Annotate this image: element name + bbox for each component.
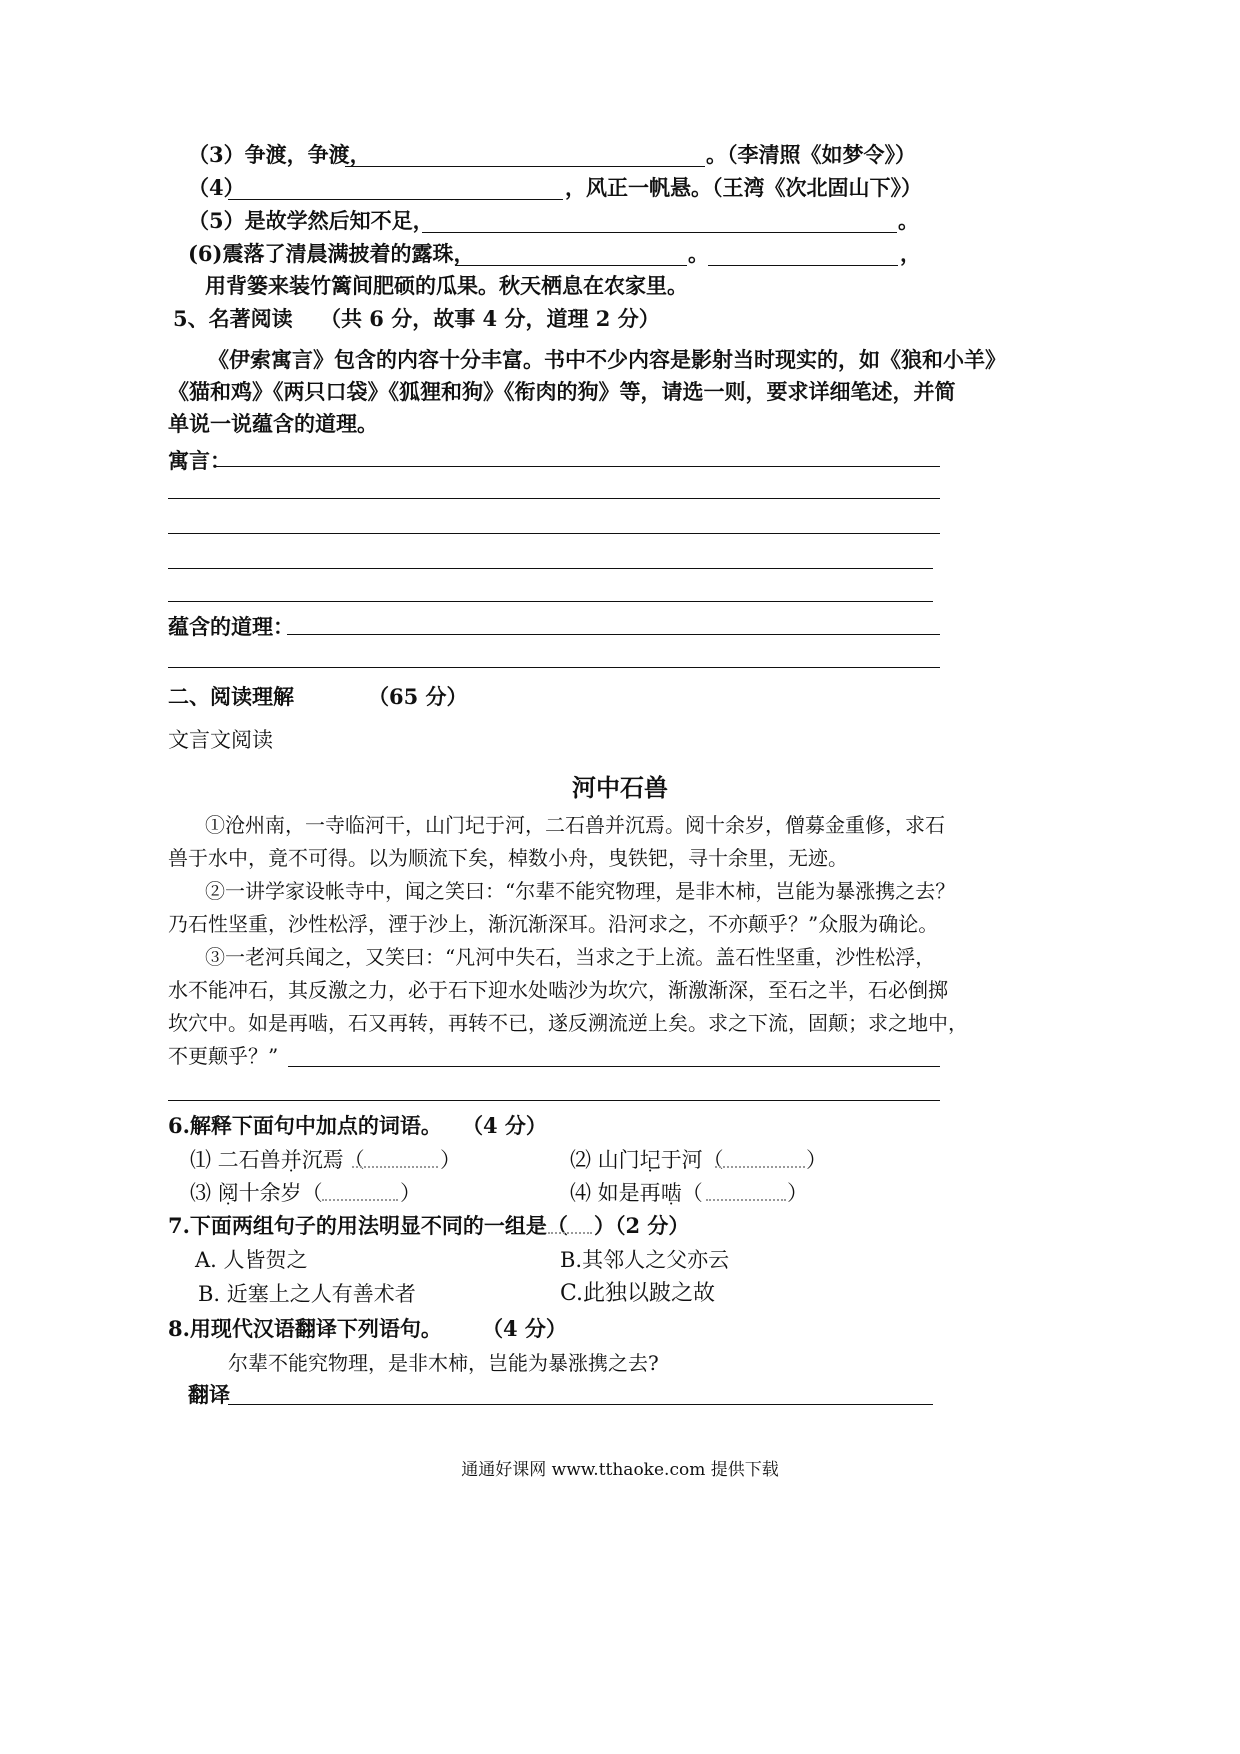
q8-sentence: 尔辈不能究物理，是非木柿，岂能为暴涨携之去? — [228, 1351, 659, 1375]
q6-item1-post: 沉焉（ — [301, 1148, 365, 1172]
q6-answer2[interactable] — [715, 1166, 805, 1168]
q7-option-c2-text: C.此独以跛之故 — [560, 1281, 716, 1306]
q6-item1-pre: ⑴ 二石兽 — [190, 1148, 281, 1172]
q7-option-b2 — [198, 1279, 416, 1309]
passage-line-1 — [288, 1066, 940, 1067]
passage-p1b: 兽于水中，竟不可得。以为顺流下矣，棹数小舟，曳铁钯，寻十余里，无迹。 — [168, 846, 848, 870]
q8-label: 翻译 — [188, 1382, 230, 1407]
q7-option-b1-text: B.其邻人之父亦云 — [560, 1248, 730, 1272]
q5-blank[interactable] — [422, 232, 897, 233]
q6-blank-2[interactable] — [708, 265, 898, 266]
q7-option-a1-text: A. 人皆贺之 — [195, 1248, 308, 1272]
part2-sub: 文言文阅读 — [168, 728, 273, 752]
q6-item3-post: 十余岁（ — [238, 1181, 323, 1205]
q5-suffix: 。 — [898, 208, 919, 233]
passage-p3d: 不更颠乎？” — [168, 1044, 279, 1068]
footer-text: 通通好课网 www.tthaoke.com 提供下载 — [461, 1460, 779, 1480]
q6-item4 — [570, 1178, 703, 1208]
section5-para1: 《伊索寓言》包含的内容十分丰富。书中不少内容是影射当时现实的，如《狼和小羊》 — [208, 347, 1006, 372]
q6-mid: 。 — [688, 241, 709, 266]
passage-p2b: 乃石性坚重，沙性松浮，湮于沙上，渐沉渐深耳。沿河求之，不亦颠乎？”众服为确论。 — [168, 912, 939, 936]
q7-answer[interactable] — [548, 1232, 592, 1234]
q6-item2-pre: ⑵ 山门 — [570, 1148, 640, 1172]
q6-item3-pre: ⑶ — [190, 1181, 218, 1205]
q8-stem: 8.用现代汉语翻译下列语句。 — [168, 1316, 442, 1341]
q7-option-b1 — [560, 1245, 729, 1275]
q6-item4-dotted: 啮 — [660, 1181, 682, 1205]
moral-line-2[interactable] — [168, 667, 940, 668]
q6-close4: ） — [787, 1181, 808, 1205]
q6-stem: 6.解释下面句中加点的词语。 — [168, 1113, 442, 1138]
fable-line-3[interactable] — [168, 533, 940, 534]
q8-score: （4 分） — [482, 1316, 567, 1341]
q6-item3-dotted: 阅 — [217, 1181, 239, 1205]
q6-answer1[interactable] — [352, 1166, 438, 1168]
q6-answer3[interactable] — [322, 1199, 398, 1201]
q6-answer4[interactable] — [706, 1199, 786, 1201]
q6-close2: ） — [806, 1148, 827, 1172]
q6-item3 — [190, 1178, 323, 1208]
q4-suffix: ，风正一帆悬。（王湾《次北固山下》） — [565, 175, 922, 200]
passage-p3c: 坎穴中。如是再啮，石又再转，再转不已，遂反溯流逆上矣。求之下流，固颠；求之地中， — [168, 1011, 968, 1035]
q6-item1 — [190, 1145, 365, 1175]
fable-line-1[interactable] — [215, 466, 940, 467]
section5-para3: 单说一说蕴含的道理。 — [168, 411, 378, 436]
q7-option-b2-text: B. 近塞上之人有善术者 — [198, 1282, 416, 1306]
q7-option-a1 — [195, 1245, 308, 1275]
q6-blank-1[interactable] — [455, 265, 687, 266]
q4-prefix: （4） — [188, 175, 245, 200]
q3-suffix: 。（李清照《如梦令》） — [706, 142, 916, 167]
q8-translation-line[interactable] — [228, 1404, 933, 1405]
q6-prefix: (6)震落了清晨满披着的露珠， — [188, 241, 475, 266]
q4-blank[interactable] — [228, 199, 563, 200]
moral-label: 蕴含的道理： — [168, 614, 294, 639]
fable-line-5[interactable] — [168, 601, 933, 602]
fable-line-2[interactable] — [168, 498, 940, 499]
moral-line-1[interactable] — [287, 634, 940, 635]
passage-p1a: ①沧州南，一寺临河干，山门圮于河，二石兽并沉焉。阅十余岁，僧募金重修，求石 — [205, 813, 945, 837]
q6-score: （4 分） — [462, 1113, 547, 1138]
q6-close1: ） — [440, 1148, 461, 1172]
q7-stem: 7.下面两组句子的用法明显不同的一组是（ — [168, 1213, 568, 1238]
q6-item1-dotted: 并 — [280, 1148, 302, 1172]
passage-p2a: ②一讲学家设帐寺中，闻之笑曰：“尔辈不能究物理，是非木柿，岂能为暴涨携之去？ — [205, 879, 956, 903]
q3-blank[interactable] — [345, 166, 705, 167]
q6-suffix: ， — [900, 241, 921, 266]
passage-p3b: 水不能冲石，其反激之力，必于石下迎水处啮沙为坎穴，渐激渐深，至石之半，石必倒掷 — [168, 978, 948, 1002]
q3-prefix: （3）争渡，争渡， — [188, 142, 371, 167]
q7-option-c2 — [560, 1279, 715, 1309]
q6-line2: 用背篓来装竹篱间肥硕的瓜果。秋天栖息在农家里。 — [205, 273, 688, 298]
q7-stem-end: ）（2 分） — [594, 1213, 690, 1238]
fable-line-4[interactable] — [168, 568, 933, 569]
q6-item4-pre: ⑷ 如是再 — [570, 1181, 661, 1205]
passage-p3a: ③一老河兵闻之，又笑曰：“凡河中失石，当求之于上流。盖石性坚重，沙性松浮， — [205, 945, 936, 969]
fable-label: 寓言： — [168, 448, 231, 473]
passage-line-2 — [168, 1100, 940, 1101]
section5-para2: 《猫和鸡》《两只口袋》《狐狸和狗》《衔肉的狗》等，请选一则，要求详细笔述，并简 — [168, 379, 956, 404]
q6-item2-post: 于河（ — [660, 1148, 724, 1172]
q6-item4-post: （ — [681, 1181, 703, 1205]
passage-title: 河中石兽 — [572, 774, 668, 802]
part2-score: （65 分） — [368, 684, 468, 709]
section5-heading: 5、名著阅读 — [173, 306, 293, 331]
q6-item2 — [570, 1145, 724, 1175]
section5-score: （共 6 分，故事 4 分，道理 2 分） — [320, 306, 660, 331]
q6-item2-dotted: 圮 — [639, 1148, 661, 1172]
q6-close3: ） — [400, 1181, 421, 1205]
part2-heading: 二、阅读理解 — [168, 685, 294, 709]
q5-prefix: （5）是故学然后知不足， — [188, 208, 434, 233]
